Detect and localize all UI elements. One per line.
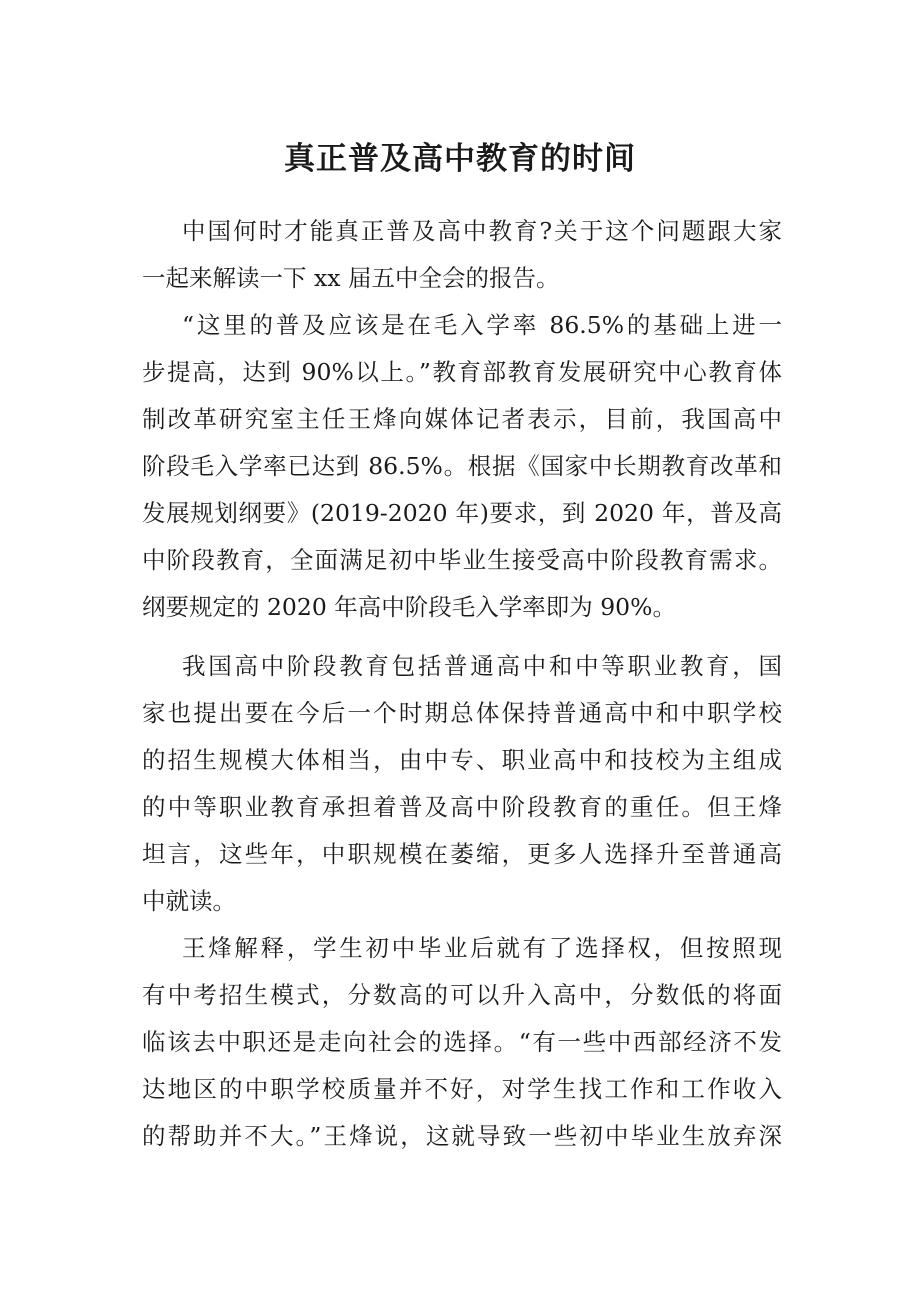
- text-line: 制改革研究室主任王烽向媒体记者表示，目前，我国高中: [142, 405, 782, 433]
- paragraph-2: [142, 302, 782, 631]
- text-line: 一起来解读一下 xx 届五中全会的报告。: [142, 264, 560, 292]
- document-title: 真正普及高中教育的时间: [284, 140, 636, 177]
- text-line: 阶段毛入学率已达到 86.5%。根据《国家中长期教育改革和: [142, 452, 782, 480]
- text-line: “这里的普及应该是在毛入学率 86.5%的基础上进一: [182, 311, 782, 339]
- text-line: 的中等职业教育承担着普及高中阶段教育的重任。但王烽: [142, 793, 782, 821]
- paragraph-4: [142, 925, 782, 1160]
- text-line: 临该去中职还是走向社会的选择。“有一些中西部经济不发: [142, 1028, 782, 1056]
- text-line: 纲要规定的 2020 年高中阶段毛入学率即为 90%。: [142, 593, 676, 621]
- text-line: 王烽解释，学生初中毕业后就有了选择权，但按照现: [182, 934, 782, 962]
- text-line: 中国何时才能真正普及高中教育?关于这个问题跟大家: [182, 217, 782, 245]
- document-body: [142, 208, 782, 1160]
- text-line: 有中考招生模式，分数高的可以升入高中，分数低的将面: [142, 981, 782, 1009]
- text-line: 的招生规模大体相当，由中专、职业高中和技校为主组成: [142, 746, 782, 774]
- text-line: 中就读。: [142, 887, 236, 915]
- text-line: 步提高，达到 90%以上。”教育部教育发展研究中心教育体: [142, 358, 782, 386]
- text-line: 中阶段教育，全面满足初中毕业生接受高中阶段教育需求。: [142, 546, 782, 574]
- paragraph-3: [142, 643, 782, 925]
- text-line: 我国高中阶段教育包括普通高中和中等职业教育，国: [182, 652, 782, 680]
- text-line: 达地区的中职学校质量并不好，对学生找工作和工作收入: [142, 1075, 782, 1103]
- paragraph-1: [142, 208, 782, 302]
- text-line: 家也提出要在今后一个时期总体保持普通高中和中职学校: [142, 699, 782, 727]
- text-line: 的帮助并不大。”王烽说，这就导致一些初中毕业生放弃深: [142, 1122, 782, 1150]
- text-line: 发展规划纲要》(2019-2020 年)要求，到 2020 年，普及高: [142, 499, 782, 527]
- text-line: 坦言，这些年，中职规模在萎缩，更多人选择升至普通高: [142, 840, 782, 868]
